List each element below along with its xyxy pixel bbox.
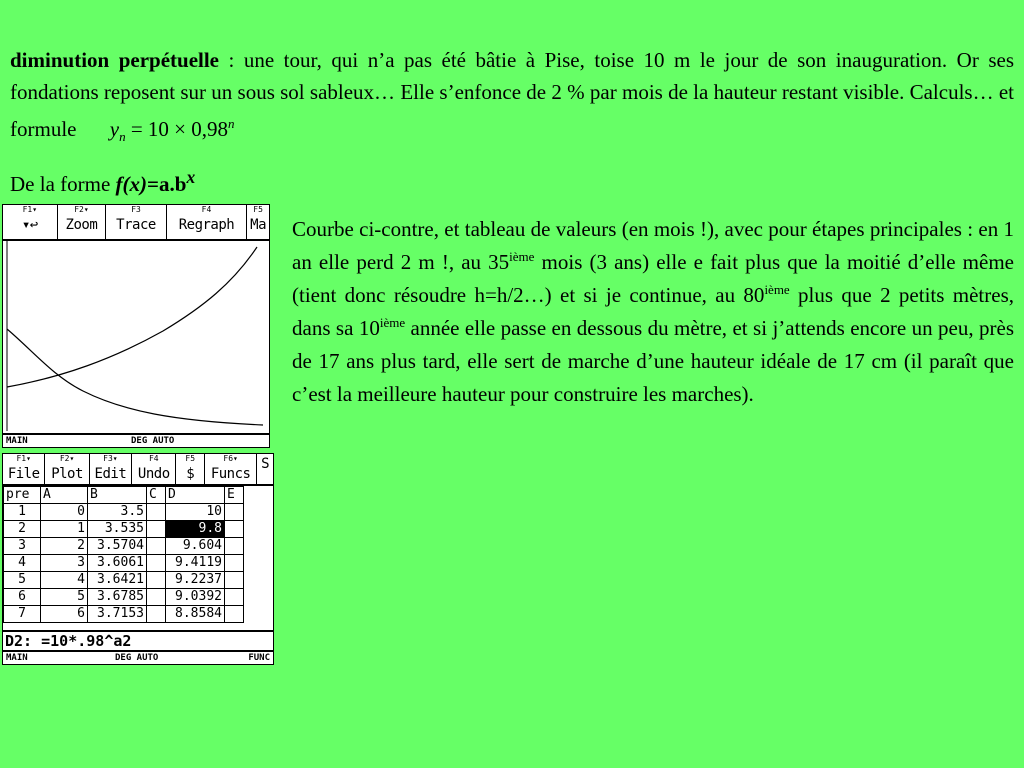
header-c[interactable]: C [147, 487, 166, 504]
intro-bold-lead: diminution perpétuelle [10, 48, 220, 72]
graph-menu-trace-key: F3 [131, 205, 141, 214]
cell-e[interactable] [225, 538, 244, 555]
entry-line[interactable]: D2: =10*.98^a2 [3, 630, 273, 650]
table-menu-file-key: F1▾ [16, 454, 31, 463]
table-menu-stat-label: S [261, 456, 270, 472]
table-header-row [4, 487, 244, 504]
table-row [4, 572, 244, 589]
expl-sup3: ième [379, 315, 406, 330]
graph-status-mode: MAIN [6, 436, 28, 446]
decreasing-curve [7, 329, 263, 425]
cell-pre[interactable]: 5 [4, 572, 41, 589]
cell-pre[interactable]: 4 [4, 555, 41, 572]
table-status-mode: MAIN [6, 653, 28, 663]
table-menu-edit[interactable] [90, 454, 132, 484]
cell-b[interactable]: 3.5 [88, 504, 147, 521]
table-row [4, 504, 244, 521]
cell-c[interactable] [147, 521, 166, 538]
cell-e[interactable] [225, 572, 244, 589]
graph-plot [3, 241, 269, 431]
calculator-table-screen [2, 453, 274, 665]
table-menu-file-label: File [7, 466, 40, 482]
graph-menu-f1-key: F1▾ [22, 205, 38, 214]
formula-exp: n [228, 116, 235, 131]
cell-d[interactable]: 9.0392 [166, 589, 225, 606]
intro-text: : une tour, qui n’a pas été bâtie à Pise, toise 10 m le jour de son inauguration. Or ses fondations reposent sur un sous sol sableux… Elle s’enfonce de 2 % par mois de la hauteur restant visible. Calculs… et formule [10, 48, 1014, 141]
table-menu-plot-key: F2▾ [59, 454, 75, 463]
table-row [4, 538, 244, 555]
table-row [4, 555, 244, 572]
cell-e[interactable] [225, 606, 244, 623]
header-a[interactable]: A [41, 487, 88, 504]
cell-b[interactable]: 3.6061 [88, 555, 147, 572]
cell-b[interactable]: 3.535 [88, 521, 147, 538]
header-pre[interactable]: pre [4, 487, 41, 504]
form-rest: =a.b [147, 172, 187, 196]
cell-d[interactable]: 9.4119 [166, 555, 225, 572]
form-text: De la forme [10, 172, 116, 196]
cell-pre[interactable]: 2 [4, 521, 41, 538]
calculator-graph-screen [2, 204, 270, 448]
table-menu-dollar-label: $ [186, 466, 195, 482]
cell-e[interactable] [225, 504, 244, 521]
form-exp: x [186, 167, 196, 187]
cell-e[interactable] [225, 589, 244, 606]
table-row [4, 521, 244, 538]
table-row [4, 589, 244, 606]
graph-menu-regraph-key: F4 [201, 205, 212, 214]
graph-menu-f1[interactable] [3, 205, 58, 239]
table-menu-stat[interactable] [257, 454, 273, 484]
cell-e[interactable] [225, 555, 244, 572]
expl-sup2: ième [764, 282, 790, 297]
graph-menu-trace-label: Trace [116, 217, 156, 233]
cell-d[interactable]: 9.2237 [166, 572, 225, 589]
table-menu-funcs[interactable] [205, 454, 257, 484]
cell-e[interactable] [225, 521, 244, 538]
table-status-angle: DEG AUTO [115, 653, 159, 663]
cell-pre[interactable]: 3 [4, 538, 41, 555]
form-paragraph [10, 162, 195, 199]
intro-paragraph [10, 44, 1014, 153]
graph-menu-trace[interactable] [106, 205, 167, 239]
table-statusbar [3, 650, 273, 664]
expl-sup1: ième [509, 249, 535, 264]
graph-menu-f1-label: ▾↩ [21, 217, 38, 233]
cell-c[interactable] [147, 606, 166, 623]
cell-pre[interactable]: 1 [4, 504, 41, 521]
header-b[interactable]: B [88, 487, 147, 504]
values-table [3, 486, 244, 623]
table-menubar [3, 454, 273, 486]
expl-part2: mois (3 ans) elle e fait plus que la moitié d’elle même (tient donc résoudre h=h/2…) et si je continue, au 80 [292, 250, 1014, 307]
table-menu-undo[interactable] [132, 454, 176, 484]
table-menu-plot-label: Plot [51, 466, 83, 482]
cell-a[interactable]: 1 [41, 521, 88, 538]
expl-part3: plus que 2 petits mètres, dans sa 10 [292, 283, 1014, 340]
graph-statusbar [3, 433, 269, 447]
cell-d[interactable]: 9.604 [166, 538, 225, 555]
table-status-func: FUNC [248, 653, 270, 663]
explanation-paragraph [292, 213, 1014, 411]
graph-menu-math-key: F5 [253, 205, 263, 214]
graph-menu-zoom[interactable] [58, 205, 107, 239]
header-d[interactable]: D [166, 487, 225, 504]
graph-status-angle: DEG AUTO [131, 436, 175, 446]
table-menu-undo-key: F4 [148, 454, 159, 463]
table-menu-dollar[interactable] [176, 454, 205, 484]
graph-menu-regraph[interactable] [167, 205, 247, 239]
formula-rhs: = 10 × 0,98 [125, 117, 228, 141]
expl-part1: Courbe ci-contre, et tableau de valeurs (en mois !), avec pour étapes principales : en 1 an elle perd 2 m !, au 35 [292, 217, 1014, 274]
table-menu-plot[interactable] [45, 454, 89, 484]
table-menu-funcs-key: F6▾ [223, 454, 238, 463]
graph-menu-regraph-label: Regraph [178, 217, 235, 233]
cell-a[interactable]: 3 [41, 555, 88, 572]
cell-a[interactable]: 6 [41, 606, 88, 623]
cell-c[interactable] [147, 504, 166, 521]
formula-sub: n [119, 129, 126, 145]
cell-pre[interactable]: 6 [4, 589, 41, 606]
cell-c[interactable] [147, 589, 166, 606]
graph-menu-math[interactable] [247, 205, 269, 239]
cell-c[interactable] [147, 572, 166, 589]
table-menu-edit-key: F3▾ [103, 454, 118, 463]
cell-d[interactable]: 8.8584 [166, 606, 225, 623]
graph-menubar [3, 205, 269, 241]
table-row [4, 606, 244, 623]
header-e[interactable]: E [225, 487, 244, 504]
cell-d[interactable]: 10 [166, 504, 225, 521]
cell-c[interactable] [147, 538, 166, 555]
table-menu-undo-label: Undo [137, 466, 170, 482]
formula-var: y [109, 117, 120, 141]
sequence-formula [109, 116, 235, 145]
table-menu-funcs-label: Funcs [210, 466, 251, 482]
expl-part4: année elle passe en dessous du mètre, et si j’attends encore un peu, près de 17 ans plus tard, elle sert de marche d’une hauteur idéale de 17 cm (il paraît que c’est la meilleure hauteur pour construire les marches). [292, 316, 1014, 406]
cell-a[interactable]: 5 [41, 589, 88, 606]
cell-a[interactable]: 2 [41, 538, 88, 555]
cell-b[interactable]: 3.7153 [88, 606, 147, 623]
table-menu-dollar-key: F5 [185, 454, 196, 463]
form-fx: f(x) [115, 172, 148, 196]
cell-b[interactable]: 3.6785 [88, 589, 147, 606]
cell-b[interactable]: 3.5704 [88, 538, 147, 555]
graph-menu-zoom-label: Zoom [65, 217, 98, 233]
cell-c[interactable] [147, 555, 166, 572]
cell-a[interactable]: 4 [41, 572, 88, 589]
graph-menu-math-label: Ma [250, 217, 267, 233]
cell-d-selected[interactable]: 9.8 [166, 521, 225, 538]
table-menu-file[interactable] [3, 454, 45, 484]
table-menu-edit-label: Edit [94, 466, 127, 482]
cell-b[interactable]: 3.6421 [88, 572, 147, 589]
cell-a[interactable]: 0 [41, 504, 88, 521]
cell-pre[interactable]: 7 [4, 606, 41, 623]
increasing-curve [7, 247, 257, 387]
graph-menu-zoom-key: F2▾ [74, 205, 89, 214]
